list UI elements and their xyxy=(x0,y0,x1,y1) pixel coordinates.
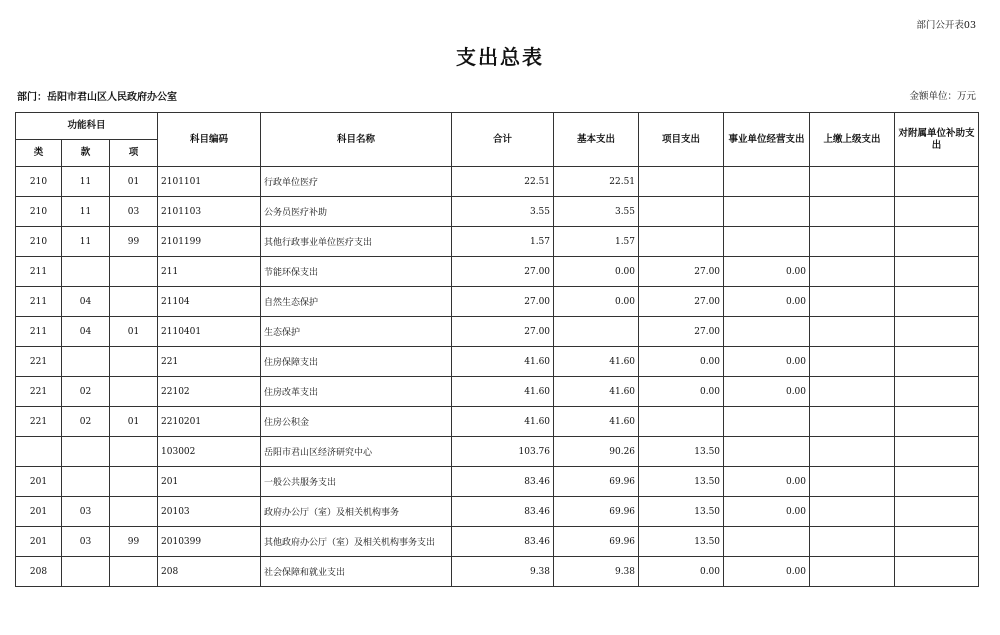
cell-subsidy xyxy=(895,527,979,557)
table-row xyxy=(16,167,979,197)
cell-name: 住房公积金 xyxy=(261,407,452,437)
cell-lei: 210 xyxy=(16,227,62,257)
cell-project: 13.50 xyxy=(639,527,724,557)
expenditure-table xyxy=(15,112,979,587)
cell-name: 社会保障和就业支出 xyxy=(261,557,452,587)
table-row xyxy=(16,287,979,317)
page-title: 支出总表 xyxy=(456,45,544,69)
cell-subsidy xyxy=(895,467,979,497)
cell-upper xyxy=(810,287,895,317)
cell-business: 0.00 xyxy=(724,377,810,407)
cell-name: 岳阳市君山区经济研究中心 xyxy=(261,437,452,467)
cell-kuan: 03 xyxy=(62,527,110,557)
cell-project: 27.00 xyxy=(639,287,724,317)
cell-lei: 201 xyxy=(16,467,62,497)
cell-xiang xyxy=(110,377,158,407)
cell-project xyxy=(639,407,724,437)
basic-header: 基本支出 xyxy=(554,113,639,167)
cell-name: 自然生态保护 xyxy=(261,287,452,317)
cell-kuan xyxy=(62,257,110,287)
cell-xiang: 01 xyxy=(110,407,158,437)
cell-kuan: 11 xyxy=(62,197,110,227)
cell-code: 208 xyxy=(158,557,261,587)
cell-xiang: 01 xyxy=(110,317,158,347)
cell-subsidy xyxy=(895,197,979,227)
cell-name: 一般公共服务支出 xyxy=(261,467,452,497)
cell-project: 13.50 xyxy=(639,467,724,497)
cell-business xyxy=(724,407,810,437)
cell-code: 2101103 xyxy=(158,197,261,227)
cell-total: 27.00 xyxy=(452,257,554,287)
cell-code: 20103 xyxy=(158,497,261,527)
cell-code: 2010399 xyxy=(158,527,261,557)
table-row xyxy=(16,467,979,497)
cell-subsidy xyxy=(895,317,979,347)
cell-name: 住房保障支出 xyxy=(261,347,452,377)
cell-kuan: 11 xyxy=(62,167,110,197)
business-header: 事业单位经营支出 xyxy=(724,113,810,167)
cell-lei: 201 xyxy=(16,497,62,527)
cell-code: 2101199 xyxy=(158,227,261,257)
cell-code: 201 xyxy=(158,467,261,497)
cell-code: 2110401 xyxy=(158,317,261,347)
cell-business: 0.00 xyxy=(724,467,810,497)
cell-total: 41.60 xyxy=(452,347,554,377)
cell-business: 0.00 xyxy=(724,497,810,527)
cell-lei: 221 xyxy=(16,407,62,437)
cell-basic: 90.26 xyxy=(554,437,639,467)
cell-name: 行政单位医疗 xyxy=(261,167,452,197)
cell-subsidy xyxy=(895,227,979,257)
cell-subsidy xyxy=(895,167,979,197)
cell-business xyxy=(724,197,810,227)
cell-total: 41.60 xyxy=(452,377,554,407)
kuan-header: 款 xyxy=(62,140,110,167)
table-row xyxy=(16,257,979,287)
cell-total: 83.46 xyxy=(452,497,554,527)
cell-basic: 1.57 xyxy=(554,227,639,257)
cell-xiang xyxy=(110,257,158,287)
cell-business: 0.00 xyxy=(724,287,810,317)
cell-lei: 211 xyxy=(16,257,62,287)
cell-upper xyxy=(810,377,895,407)
subsidy-header: 对附属单位补助支出 xyxy=(895,113,979,167)
cell-name: 其他政府办公厅（室）及相关机构事务支出 xyxy=(261,527,452,557)
cell-project: 27.00 xyxy=(639,317,724,347)
cell-project xyxy=(639,197,724,227)
cell-name: 生态保护 xyxy=(261,317,452,347)
cell-business xyxy=(724,167,810,197)
cell-xiang xyxy=(110,467,158,497)
cell-subsidy xyxy=(895,347,979,377)
cell-subsidy xyxy=(895,407,979,437)
cell-kuan: 02 xyxy=(62,407,110,437)
cell-business: 0.00 xyxy=(724,257,810,287)
cell-total: 83.46 xyxy=(452,467,554,497)
cell-lei: 210 xyxy=(16,167,62,197)
table-row xyxy=(16,557,979,587)
cell-upper xyxy=(810,227,895,257)
cell-kuan xyxy=(62,467,110,497)
cell-kuan: 04 xyxy=(62,287,110,317)
cell-basic: 69.96 xyxy=(554,527,639,557)
cell-code: 221 xyxy=(158,347,261,377)
cell-lei: 208 xyxy=(16,557,62,587)
cell-upper xyxy=(810,467,895,497)
total-header: 合计 xyxy=(452,113,554,167)
cell-project xyxy=(639,227,724,257)
table-row xyxy=(16,527,979,557)
cell-total: 83.46 xyxy=(452,527,554,557)
table-row xyxy=(16,317,979,347)
table-row xyxy=(16,437,979,467)
cell-code: 22102 xyxy=(158,377,261,407)
cell-xiang xyxy=(110,437,158,467)
cell-basic: 0.00 xyxy=(554,287,639,317)
cell-basic: 22.51 xyxy=(554,167,639,197)
table-row xyxy=(16,407,979,437)
cell-basic: 41.60 xyxy=(554,377,639,407)
cell-total: 9.38 xyxy=(452,557,554,587)
cell-xiang xyxy=(110,557,158,587)
cell-name: 节能环保支出 xyxy=(261,257,452,287)
cell-total: 27.00 xyxy=(452,317,554,347)
cell-project: 0.00 xyxy=(639,377,724,407)
cell-code: 21104 xyxy=(158,287,261,317)
amount-unit-label: 金额单位：万元 xyxy=(909,91,976,102)
cell-kuan xyxy=(62,437,110,467)
cell-basic: 69.96 xyxy=(554,467,639,497)
cell-project: 0.00 xyxy=(639,557,724,587)
cell-lei: 221 xyxy=(16,347,62,377)
table-row xyxy=(16,197,979,227)
cell-xiang xyxy=(110,347,158,377)
cell-kuan: 11 xyxy=(62,227,110,257)
cell-total: 1.57 xyxy=(452,227,554,257)
table-row xyxy=(16,347,979,377)
cell-subsidy xyxy=(895,287,979,317)
cell-upper xyxy=(810,527,895,557)
cell-xiang: 99 xyxy=(110,227,158,257)
lei-header: 类 xyxy=(16,140,62,167)
cell-code: 2210201 xyxy=(158,407,261,437)
cell-upper xyxy=(810,557,895,587)
cell-upper xyxy=(810,347,895,377)
cell-xiang xyxy=(110,497,158,527)
project-header: 项目支出 xyxy=(639,113,724,167)
cell-kuan: 02 xyxy=(62,377,110,407)
cell-total: 22.51 xyxy=(452,167,554,197)
cell-total: 27.00 xyxy=(452,287,554,317)
cell-xiang: 01 xyxy=(110,167,158,197)
cell-upper xyxy=(810,317,895,347)
cell-subsidy xyxy=(895,557,979,587)
cell-lei: 201 xyxy=(16,527,62,557)
cell-total: 3.55 xyxy=(452,197,554,227)
func-subject-header: 功能科目 xyxy=(16,113,158,140)
cell-code: 2101101 xyxy=(158,167,261,197)
code-header: 科目编码 xyxy=(158,113,261,167)
cell-code: 103002 xyxy=(158,437,261,467)
cell-lei: 210 xyxy=(16,197,62,227)
cell-business xyxy=(724,527,810,557)
cell-subsidy xyxy=(895,497,979,527)
cell-project xyxy=(639,167,724,197)
cell-project: 0.00 xyxy=(639,347,724,377)
cell-business xyxy=(724,437,810,467)
cell-subsidy xyxy=(895,257,979,287)
form-number: 部门公开表03 xyxy=(916,20,976,31)
table-body xyxy=(16,167,979,587)
cell-code: 211 xyxy=(158,257,261,287)
cell-name: 政府办公厅（室）及相关机构事务 xyxy=(261,497,452,527)
cell-kuan xyxy=(62,347,110,377)
table-row xyxy=(16,227,979,257)
cell-basic: 41.60 xyxy=(554,407,639,437)
cell-xiang: 99 xyxy=(110,527,158,557)
cell-lei: 211 xyxy=(16,317,62,347)
cell-basic: 0.00 xyxy=(554,257,639,287)
cell-kuan xyxy=(62,557,110,587)
cell-upper xyxy=(810,407,895,437)
cell-name: 公务员医疗补助 xyxy=(261,197,452,227)
cell-business xyxy=(724,317,810,347)
cell-name: 住房改革支出 xyxy=(261,377,452,407)
cell-upper xyxy=(810,167,895,197)
cell-basic: 41.60 xyxy=(554,347,639,377)
cell-basic xyxy=(554,317,639,347)
cell-lei xyxy=(16,437,62,467)
cell-subsidy xyxy=(895,437,979,467)
upper-header: 上缴上级支出 xyxy=(810,113,895,167)
cell-xiang xyxy=(110,287,158,317)
cell-subsidy xyxy=(895,377,979,407)
cell-business: 0.00 xyxy=(724,557,810,587)
cell-upper xyxy=(810,197,895,227)
cell-xiang: 03 xyxy=(110,197,158,227)
department-label: 部门：岳阳市君山区人民政府办公室 xyxy=(17,92,177,103)
table-row xyxy=(16,377,979,407)
cell-upper xyxy=(810,257,895,287)
cell-lei: 221 xyxy=(16,377,62,407)
cell-project: 13.50 xyxy=(639,497,724,527)
cell-project: 27.00 xyxy=(639,257,724,287)
table-row xyxy=(16,497,979,527)
table-header-row xyxy=(16,113,979,140)
cell-business xyxy=(724,227,810,257)
cell-upper xyxy=(810,437,895,467)
cell-lei: 211 xyxy=(16,287,62,317)
cell-total: 41.60 xyxy=(452,407,554,437)
cell-basic: 69.96 xyxy=(554,497,639,527)
cell-kuan: 03 xyxy=(62,497,110,527)
cell-basic: 9.38 xyxy=(554,557,639,587)
xiang-header: 项 xyxy=(110,140,158,167)
cell-basic: 3.55 xyxy=(554,197,639,227)
name-header: 科目名称 xyxy=(261,113,452,167)
cell-project: 13.50 xyxy=(639,437,724,467)
cell-upper xyxy=(810,497,895,527)
cell-kuan: 04 xyxy=(62,317,110,347)
cell-total: 103.76 xyxy=(452,437,554,467)
cell-business: 0.00 xyxy=(724,347,810,377)
cell-name: 其他行政事业单位医疗支出 xyxy=(261,227,452,257)
